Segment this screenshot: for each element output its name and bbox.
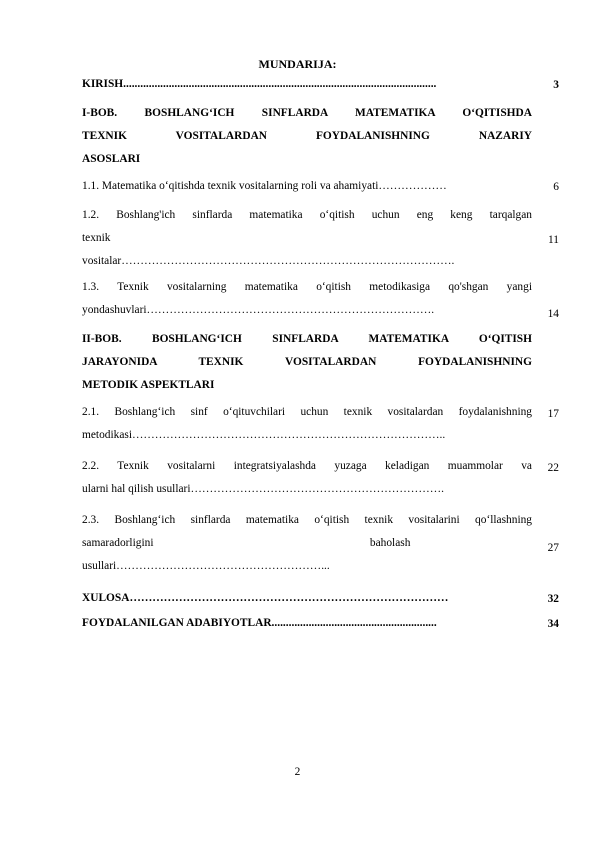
toc-entry-2-2[interactable] xyxy=(82,455,532,501)
toc-entry-text: FOYDALANILGAN ADABIYOTLAR.......................................................... xyxy=(82,617,437,629)
toc-entry-chapter-2[interactable] xyxy=(82,328,532,397)
toc-entry-text: 1.1. Matematika o‘qitishda texnik vositalarning roli va ahamiyati……………… xyxy=(82,180,447,192)
toc-entry-1-3[interactable] xyxy=(82,276,532,322)
toc-page-number: 22 xyxy=(547,462,559,474)
toc-page-number: 27 xyxy=(547,542,559,554)
toc-entry-2-3[interactable] xyxy=(82,509,532,578)
toc-page-number: 14 xyxy=(547,308,559,320)
toc-page-number: 32 xyxy=(547,593,559,605)
toc-entry-text: metodikasi……………………………………………………………………….. xyxy=(82,429,446,441)
toc-entry-text: samaradorligini baholash xyxy=(82,537,411,549)
toc-entry-text: KIRISH.............................................................................................................. xyxy=(82,78,437,90)
toc-entry-text: METODIK ASPEKTLARI xyxy=(82,379,215,391)
toc-entry-references[interactable] xyxy=(82,612,532,635)
toc-entry-xulosa[interactable] xyxy=(82,587,532,610)
toc-entry-1-2[interactable] xyxy=(82,204,532,273)
toc-page-number: 6 xyxy=(553,181,559,193)
toc-entry-2-1[interactable] xyxy=(82,401,532,447)
toc-entry-text: II-BOB. BOSHLANG‘ICH SINFLARDA MATEMATIKA O‘QITISH xyxy=(82,333,532,345)
toc-entry-text: I-BOB. BOSHLANG‘ICH SINFLARDA MATEMATIKA O‘QITISHDA xyxy=(82,107,532,119)
toc-entry-chapter-1[interactable] xyxy=(82,102,532,171)
toc-entry-1-1[interactable] xyxy=(82,175,532,198)
toc-entry-text: texnik xyxy=(82,232,111,244)
toc-page-number: 17 xyxy=(547,408,559,420)
toc-entry-text: usullari………………………………………………... xyxy=(82,560,330,572)
toc-entry-text: TEXNIK VOSITALARDAN FOYDALANISHNING NAZARIY xyxy=(82,130,532,142)
toc-entry-text: ularni hal qilish usullari…………………………………………………………. xyxy=(82,483,444,495)
toc-entry-text: 2.3. Boshlang‘ich sinflarda matematika o‘qitish texnik vositalarini qo‘llashning xyxy=(82,514,532,526)
toc-entry-text: 1.2. Boshlang'ich sinflarda matematika o‘qitish uchun eng keng tarqalgan xyxy=(82,209,532,221)
page-footer-number: 2 xyxy=(294,766,301,778)
toc-entry-text: JARAYONIDA TEXNIK VOSITALARDAN FOYDALANISHNING xyxy=(82,356,532,368)
toc-page-number: 3 xyxy=(553,79,559,91)
toc-entry-text: 2.1. Boshlang‘ich sinf o‘qituvchilari uchun texnik vositalardan foydalanishning xyxy=(82,406,532,418)
page-title: MUNDARIJA: xyxy=(258,57,337,71)
toc-entry-text: yondashuvlari…………………………………………………………………. xyxy=(82,304,435,316)
toc-entry-text: XULOSA………………………………………………………………………… xyxy=(82,592,449,604)
toc-page-number: 11 xyxy=(548,234,559,246)
toc-entry-text: vositalar……………………………………………………………………………. xyxy=(82,255,455,267)
toc-entry-kirish[interactable] xyxy=(82,73,532,96)
toc-page-number: 34 xyxy=(547,618,559,630)
toc-entry-text: 1.3. Texnik vositalarning matematika o‘qitish metodikasiga qo'shgan yangi xyxy=(82,281,532,293)
toc-entry-text: 2.2. Texnik vositalarni integratsiyalashda yuzaga keladigan muammolar va xyxy=(82,460,532,472)
toc-entry-text: ASOSLARI xyxy=(82,153,141,165)
